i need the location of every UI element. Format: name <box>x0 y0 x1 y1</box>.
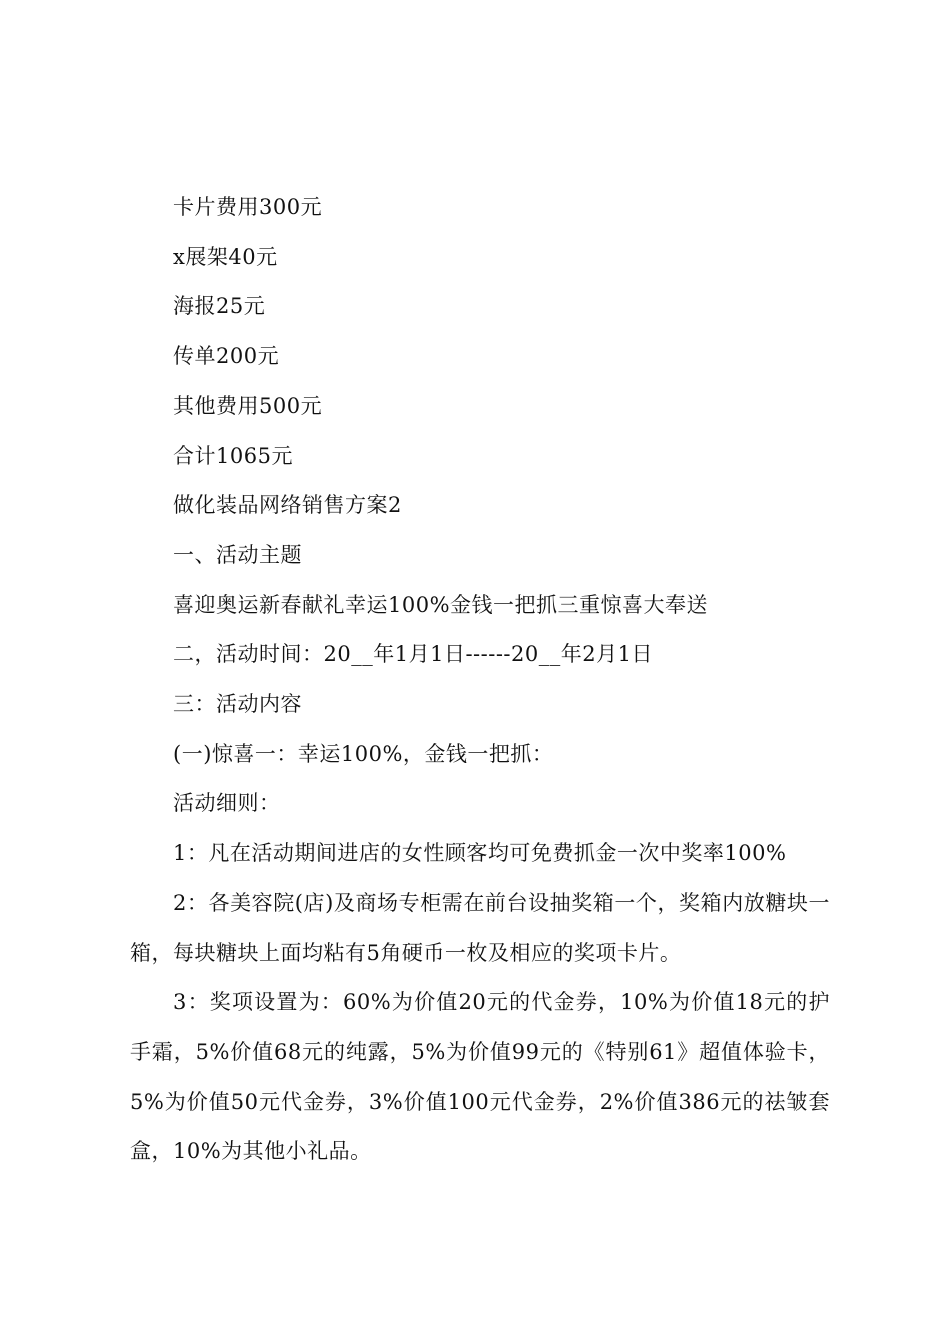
section-title: 做化装品网络销售方案2 <box>173 493 402 518</box>
heading-activity-theme: 一、活动主题 <box>173 542 302 567</box>
text-line-theme: 喜迎奥运新春献礼幸运100%金钱一把抓三重惊喜大奉送 <box>173 592 709 617</box>
heading-activity-rules: 活动细则： <box>173 791 281 816</box>
text-line-x-stand-cost: x展架40元 <box>173 244 278 269</box>
rule-item-1: 1：凡在活动期间进店的女性顾客均可免费抓金一次中奖率100% <box>173 841 787 866</box>
text-line-other-cost: 其他费用500元 <box>173 393 323 418</box>
heading-activity-content: 三：活动内容 <box>173 692 302 717</box>
heading-surprise-one: (一)惊喜一：幸运100%，金钱一把抓： <box>173 741 554 766</box>
text-line-poster-cost: 海报25元 <box>173 294 266 319</box>
heading-activity-time: 二，活动时间：20__年1月1日------20__年2月1日 <box>173 642 653 667</box>
rule-item-3: 3：奖项设置为：60%为价值20元的代金券，10%为价值18元的护手霜，5%价值68元的纯露，5%为价值99元的《特别61》超值体验卡，5%为价值50元代金券，3%价值100元代金券，2%价值386元的祛皱套盒，10%为其他小礼品。 <box>130 990 830 1164</box>
text-line-card-cost: 卡片费用300元 <box>173 195 323 219</box>
text-line-total-cost: 合计1065元 <box>173 443 293 468</box>
document-body <box>130 183 830 1177</box>
text-line-flyer-cost: 传单200元 <box>173 344 280 369</box>
rule-item-2: 2：各美容院(店)及商场专柜需在前台设抽奖箱一个，奖箱内放糖块一箱，每块糖块上面均粘有5角硬币一枚及相应的奖项卡片。 <box>130 890 830 965</box>
